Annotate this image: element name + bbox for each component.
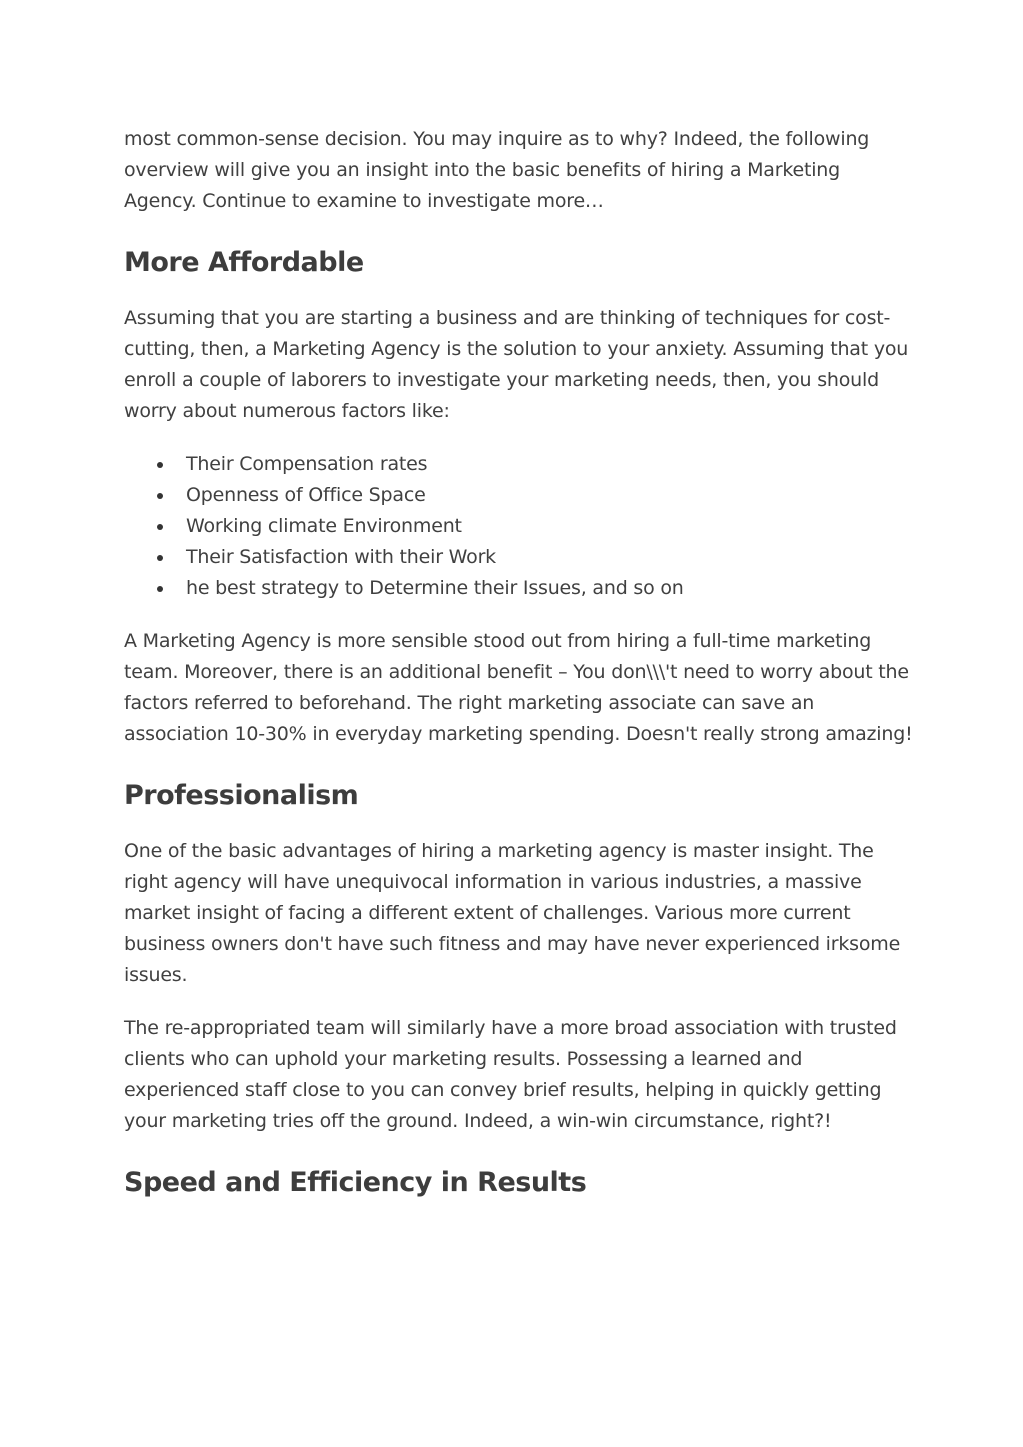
list-item — [186, 573, 914, 604]
bullet-icon — [157, 555, 163, 561]
list-item-text: Their Satisfaction with their Work — [186, 546, 496, 568]
heading-professionalism: Professionalism — [124, 780, 359, 811]
agency-paragraph: A Marketing Agency is more sensible stood out from hiring a full-time marketing team. Moreover, there is an additional benefit – You don\\\'t need to worry about the factors referred to beforehand. The right marketing associate can save an association 10-30% in everyday marketing spending. Doesn't really strong amazing! — [124, 630, 913, 745]
bullet-icon — [157, 524, 163, 530]
list-item-text: Openness of Office Space — [186, 484, 426, 506]
heading-speed-efficiency: Speed and Efficiency in Results — [124, 1167, 587, 1198]
bullet-icon — [157, 586, 163, 592]
professionalism-paragraph-1: One of the basic advantages of hiring a marketing agency is master insight. The right agency will have unequivocal information in various industries, a massive market insight of facing a different extent of challenges. Various more current business owners don't have such fitness and may have never experienced irksome issues. — [124, 840, 901, 986]
list-item — [186, 480, 914, 511]
list-item — [186, 511, 914, 542]
list-item — [186, 449, 914, 480]
heading-more-affordable: More Affordable — [124, 247, 364, 278]
list-item-text: Their Compensation rates — [186, 453, 428, 475]
document-page — [124, 124, 914, 1201]
list-item — [186, 542, 914, 573]
bullet-icon — [157, 462, 163, 468]
list-item-text: he best strategy to Determine their Issues, and so on — [186, 577, 684, 599]
intro-paragraph: most common-sense decision. You may inquire as to why? Indeed, the following overview will give you an insight into the basic benefits of hiring a Marketing Agency. Continue to examine to investigate more… — [124, 128, 870, 212]
list-item-text: Working climate Environment — [186, 515, 462, 537]
affordable-paragraph: Assuming that you are starting a business and are thinking of techniques for cost-cutting, then, a Marketing Agency is the solution to your anxiety. Assuming that you enroll a couple of laborers to investigate your marketing needs, then, you should worry about numerous factors like: — [124, 307, 909, 422]
factors-list — [124, 449, 914, 604]
professionalism-paragraph-2: The re-appropriated team will similarly have a more broad association with trusted clients who can uphold your marketing results. Possessing a learned and experienced staff close to you can convey brief results, helping in quickly getting your marketing tries off the ground. Indeed, a win-win circumstance, right?! — [124, 1017, 897, 1132]
bullet-icon — [157, 493, 163, 499]
